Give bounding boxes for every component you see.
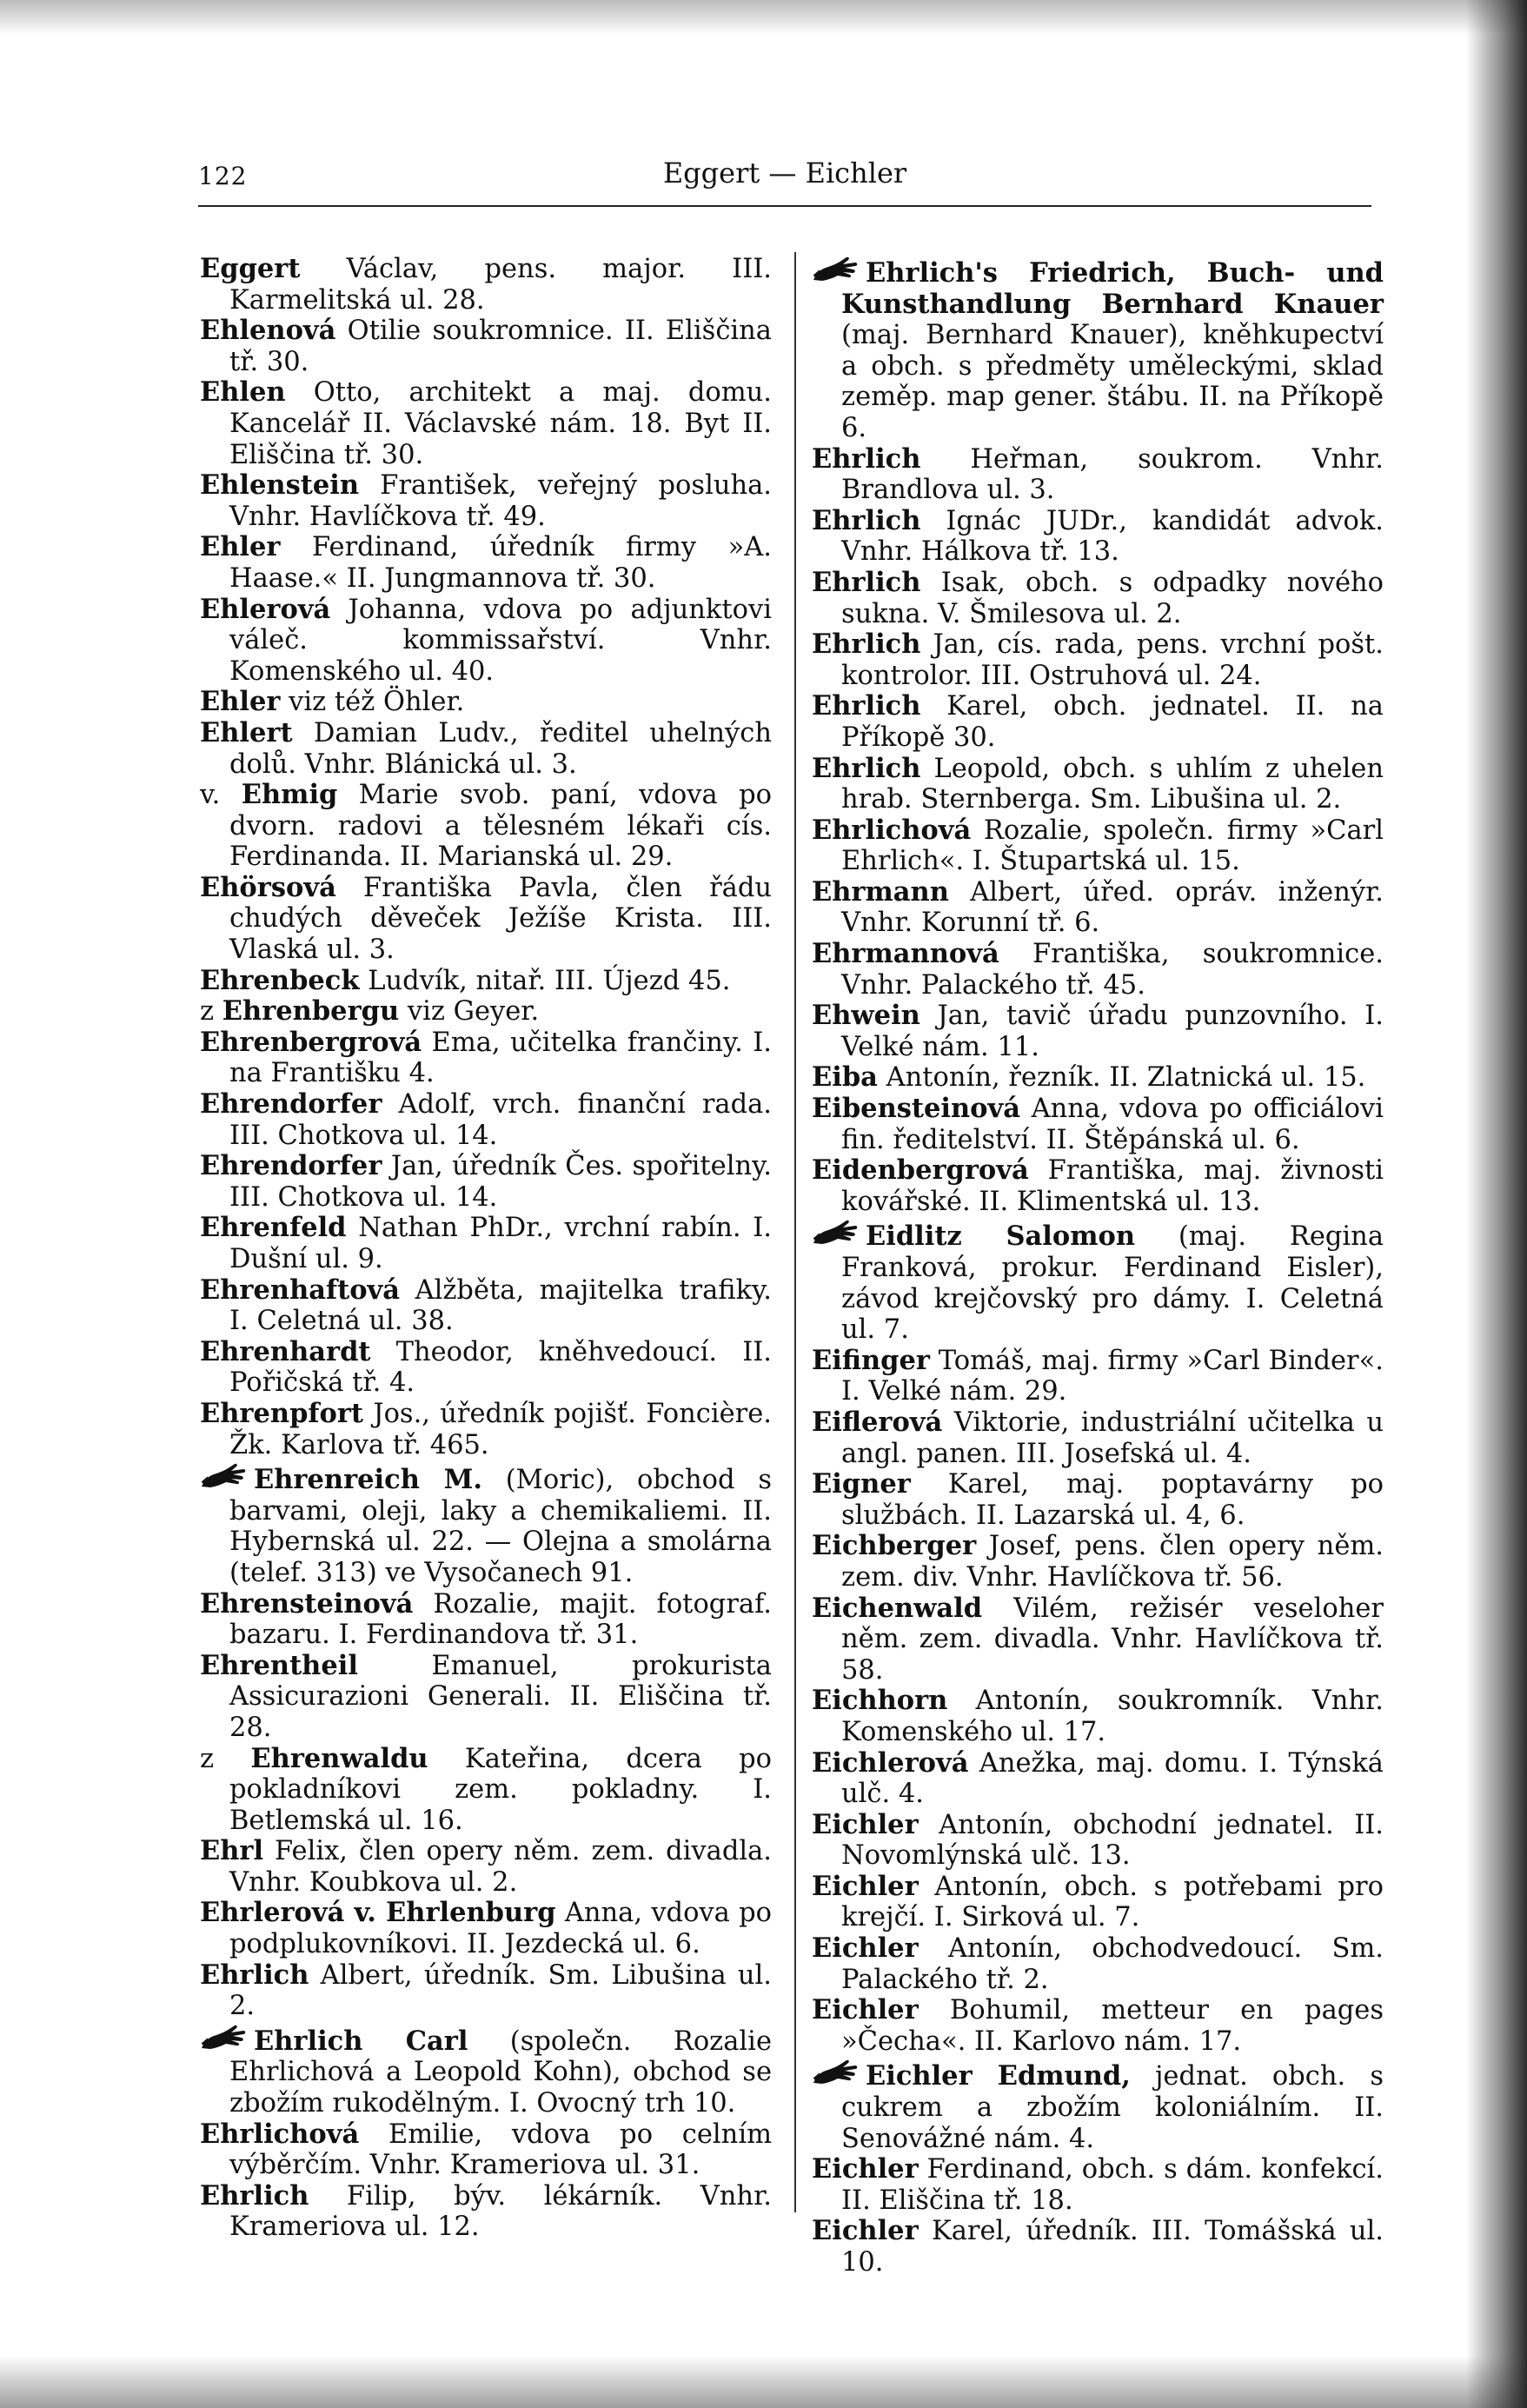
entry-name: Eichlerová [812,1746,969,1779]
entry-name: Eichenwald [812,1592,983,1624]
entry-name: Eichhorn [812,1685,948,1717]
entry-details: Antonín, obchodní jednatel. II. Novomlýnská ulč. 13. [841,1809,1384,1872]
entry-details: Viktorie, industriální učitelka u angl. panen. III. Josefská ul. 4. [841,1407,1384,1469]
entry-name: Eichler [812,2215,919,2247]
directory-entry [200,1028,772,1089]
directory-entry [200,1337,772,1399]
entry-details: Václav, pens. major. III. Karmelitská ul. 28. [229,254,772,316]
directory-entry [200,718,772,780]
entry-name: Eigner [812,1468,911,1500]
directory-entry [200,1744,772,1837]
entry-details: Františka, maj. živnosti kovářské. II. Klimentská ul. 13. [841,1155,1384,1217]
entry-details: Ignác JUDr., kandidát advok. Vnhr. Hálkova tř. 13. [841,505,1384,568]
entry-details: Emilie, vdova po celním výběrčím. Vnhr. Krameriova ul. 31. [229,2119,772,2181]
entry-details: Františka Pavla, člen řádu chudých děveček Ježíše Krista. III. Vlaská ul. 3. [229,872,772,966]
scan-top-shadow [0,0,1527,35]
entry-details: (maj. Bernhard Knauer), kněhkupectví a obch. s předměty uměleckými, sklad zeměp. map gener. štábu. II. na Příkopě 6. [841,320,1384,443]
page-header [198,156,1371,200]
entry-details: Felix, člen opery něm. zem. divadla. Vnhr. Koubkova ul. 2. [229,1836,772,1898]
directory-entry [812,1094,1384,1155]
entry-name: Eichler [812,1932,919,1965]
directory-entry [812,2216,1384,2278]
directory-entry [200,780,772,873]
entry-name: Ehrlich [200,1959,309,1991]
left-column [200,254,772,2243]
directory-entry [200,254,772,316]
pointing-hand-icon [200,1460,254,1490]
entry-details: Anežka, maj. domu. I. Týnská ulč. 4. [841,1747,1384,1810]
entry-details: Adolf, vrch. finanční rada. III. Chotkova ul. 14. [229,1089,772,1151]
entry-details: Rozalie, společn. firmy »Carl Ehrlich«. I. Štupartská ul. 15. [841,815,1384,877]
entry-details: Anna, vdova po podplukovníkovi. II. Jezdecká ul. 6. [229,1898,772,1960]
entry-name: Ehrmann [812,875,949,908]
directory-entry [812,1810,1384,1872]
entry-details: Isak, obch. s odpadky nového sukna. V. Šmilesova ul. 2. [841,567,1384,629]
entry-name: Ehrlichová [200,2118,360,2150]
entry-details: Jan, cís. rada, pens. vrchní pošt. kontrolor. III. Ostruhová ul. 24. [841,629,1384,691]
entry-name: Eichler [812,1994,919,2026]
directory-entry [200,1836,772,1898]
entry-details: Ludvík, nitař. III. Újezd 45. [359,965,731,996]
pointing-hand-icon [812,2057,866,2086]
directory-entry [200,1275,772,1337]
entry-name: Ehrenbeck [200,964,360,996]
entry-details: Heřman, soukrom. Vnhr. Brandlova ul. 3. [841,443,1384,506]
directory-entry [200,1898,772,1959]
entry-details: Jos., úředník pojišť. Foncière. Žk. Karlova tř. 465. [229,1398,772,1460]
directory-entry [200,1213,772,1274]
pointing-hand-icon [200,2022,254,2052]
entry-name: Ehmig [241,779,338,811]
entry-details: Otilie soukromnice. II. Eliščina tř. 30. [229,316,772,377]
entry-details: František, veřejný posluha. Vnhr. Havlíčkova tř. 49. [229,470,772,532]
entry-details: (maj. Regina Franková, prokur. Ferdinand Eisler), závod krejčovský pro dámy. I. Celetná ul. 7. [841,1221,1384,1346]
directory-entry [200,873,772,966]
entry-name: Eichler [812,1870,919,1902]
directory-entry [812,1062,1384,1094]
entry-name: Ehrlerová v. Ehrlenburg [200,1897,556,1929]
entry-name: Ehrlich [200,2179,309,2212]
directory-entry [812,1933,1384,1995]
entry-prefix: z [200,996,222,1028]
entry-details: Otto, architekt a maj. domu. Kancelář II. Václavské nám. 18. Byt II. Eliščina tř. 30. [229,377,772,470]
entry-details: Ema, učitelka frančiny. I. na Františku 4. [229,1027,772,1089]
directory-entry [200,532,772,594]
directory-entry [200,687,772,718]
entry-prefix: v. [200,780,242,811]
entry-details: Antonín, obch. s potřebami pro krejčí. I. Sirková ul. 7. [841,1871,1384,1933]
entry-details: Jan, tavič úřadu punzovního. I. Velké nám. 11. [841,1001,1384,1062]
entry-name: Ehrenbergrová [200,1026,422,1058]
directory-entry [200,1960,772,2022]
entry-details: Nathan PhDr., vrchní rabín. I. Dušní ul. 9. [229,1213,772,1274]
pointing-hand-icon [812,1217,866,1247]
entry-details: Ferdinand, úředník firmy »A. Haase.« II. Jungmannova tř. 30. [229,532,772,594]
entry-details: Františka, soukromnice. Vnhr. Palackého tř. 45. [841,939,1384,1001]
directory-entry [200,966,772,997]
entry-name: Ehrenfeld [200,1212,347,1244]
entry-name: Ehrenpfort [200,1397,364,1429]
entry-details: Anna, vdova po officiálovi fin. ředitelství. II. Štěpánská ul. 6. [841,1094,1384,1155]
entry-details: Alžběta, majitelka trafiky. I. Celetná ul. 38. [229,1274,772,1337]
directory-entry [200,1460,772,1588]
directory-entry [812,1155,1384,1217]
directory-entry [812,254,1384,444]
directory-entry [812,629,1384,691]
entry-name: Ehlert [200,716,293,748]
directory-entry [812,444,1384,506]
entry-name: Ehrl [200,1835,264,1867]
entry-details: Albert, úřed. opráv. inženýr. Vnhr. Korunní tř. 6. [841,876,1384,939]
directory-entry [200,1151,772,1213]
entry-name: Ehlenová [200,315,336,347]
entry-name: Eibensteinová [812,1093,1020,1125]
entry-name: Ehrlich [812,442,921,475]
entry-details: Filip, býv. lékárník. Vnhr. Krameriova ul. 12. [229,2180,772,2243]
entry-details: viz též Öhler. [280,687,465,718]
running-head: Eggert — Eichler [662,156,907,190]
entry-name: Ehlenstein [200,469,360,502]
entry-details: Marie svob. paní, vdova po dvorn. radovi a tělesném lékaři cís. Ferdinanda. II. Marianská ul. 29. [229,780,772,873]
entry-details: Tomáš, maj. firmy »Carl Binder«. I. Velké nám. 29. [841,1345,1384,1407]
entry-name: Eichler Edmund, [866,2060,1131,2092]
entry-prefix: z [200,1743,251,1774]
entry-name: Ehrenreich M. [254,1464,482,1496]
directory-entry [812,939,1384,1001]
entry-details: Antonín, obchodvedoucí. Sm. Palackého tř. 2. [841,1933,1384,1995]
directory-entry [200,2119,772,2181]
directory-entry [812,2154,1384,2216]
entry-details: Damian Ludv., ředitel uhelných dolů. Vnhr. Blánická ul. 3. [229,717,772,780]
entry-details: Albert, úředník. Sm. Libušina ul. 2. [229,1959,772,2022]
directory-entry [812,815,1384,877]
entry-name: Ehlen [200,376,286,409]
entry-details: Karel, maj. poptavárny po službách. II. Lazarská ul. 4, 6. [841,1469,1384,1531]
directory-entry [200,1589,772,1651]
entry-name: Ehrendorfer [200,1150,382,1182]
directory-entry [812,754,1384,815]
entry-name: Ehrendorfer [200,1088,382,1121]
directory-entry [812,1469,1384,1531]
directory-entry [200,2022,772,2119]
entry-name: Ehrlich [812,629,921,661]
entry-name: Eiflerová [812,1406,943,1438]
entry-name: Ehrlich [812,566,921,598]
directory-entry [812,1995,1384,2057]
entry-details: (společn. Rozalie Ehrlichová a Leopold Kohn), obchod se zbožím rukodělným. I. Ovocný trh 10. [229,2026,772,2119]
entry-details: Johanna, vdova po adjunktovi váleč. kommissařství. Vnhr. Komenského ul. 40. [229,594,772,687]
scan-bottom-shadow [0,2356,1527,2408]
directory-entry [812,1217,1384,1345]
entry-name: Ehrentheil [200,1649,358,1681]
directory-entry [200,1089,772,1151]
directory-entry [200,1399,772,1460]
directory-entry [812,691,1384,753]
entry-details: Josef, pens. člen opery něm. zem. div. Vnhr. Havlíčkova tř. 56. [841,1531,1384,1593]
entry-name: Eichberger [812,1530,977,1562]
directory-entry [812,1346,1384,1407]
entry-name: Ehrmannová [812,938,999,970]
entry-name: Eifinger [812,1344,930,1376]
entry-name: Ehrensteinová [200,1587,414,1620]
entry-name: Eidlitz Salomon [866,1221,1136,1253]
entry-name: Ehörsová [200,871,336,903]
entry-details: Jan, úředník Čes. spořitelny. III. Chotkova ul. 14. [229,1151,772,1213]
directory-entry [812,1531,1384,1593]
directory-entry [200,996,772,1028]
directory-entry [200,1651,772,1744]
directory-entry [812,2057,1384,2154]
scan-edge-shadow [1466,0,1527,2408]
entry-name: Ehler [200,686,281,718]
directory-entry [200,595,772,688]
entry-name: Ehrlich Carl [254,2025,468,2057]
entry-name: Eichler [812,2153,919,2185]
entry-details: Vilém, režisér veseloher něm. zem. divadla. Vnhr. Havlíčkova tř. 58. [841,1593,1384,1686]
header-rule [198,205,1371,207]
entry-details: Karel, úředník. III. Tomášská ul. 10. [841,2216,1384,2278]
entry-name: Eiba [812,1061,878,1094]
entry-details: Rozalie, majit. fotograf. bazaru. I. Ferdinandova tř. 31. [229,1588,772,1651]
entry-name: Ehlerová [200,593,331,625]
page-number: 122 [198,162,248,190]
entry-name: Ehrenwaldu [250,1742,428,1774]
right-column [812,254,1384,2278]
entry-name: Ehler [200,531,281,563]
directory-entry [200,377,772,470]
entry-name: Ehrlich [812,690,921,722]
entry-name: Eichler [812,1808,919,1840]
entry-name: Ehrlich [812,752,921,784]
entry-name: Ehrenhardt [200,1335,371,1367]
directory-entry [812,1686,1384,1747]
directory-entry [812,1872,1384,1933]
entry-details: Emanuel, prokurista Assicurazioni Generali. II. Eliščina tř. 28. [229,1650,772,1743]
directory-entry [812,506,1384,568]
entry-details: Antonín, soukromník. Vnhr. Komenského ul. 17. [841,1686,1384,1747]
entry-details: Ferdinand, obch. s dám. konfekcí. II. Eliščina tř. 18. [841,2154,1384,2216]
entry-name: Eggert [200,253,301,284]
directory-entry [812,1407,1384,1469]
entry-details: Kateřina, dcera po pokladníkovi zem. pokladny. I. Betlemská ul. 16. [229,1743,773,1836]
column-divider [794,252,796,2212]
directory-entry [200,316,772,377]
pointing-hand-icon [812,254,866,283]
directory-entry [200,470,772,532]
directory-entry [812,1593,1384,1686]
entry-name: Ehrenbergu [222,995,400,1028]
entry-details: Antonín, řezník. II. Zlatnická ul. 15. [877,1062,1366,1094]
directory-entry [812,1001,1384,1062]
directory-entry [812,877,1384,939]
entry-details: Bohumil, metteur en pages »Čecha«. II. Karlovo nám. 17. [841,1995,1384,2057]
entry-details: viz Geyer. [399,996,540,1028]
entry-name: Ehrlichová [812,814,972,846]
entry-name: Eidenbergrová [812,1154,1029,1187]
entry-details: Karel, obch. jednatel. II. na Příkopě 30. [841,691,1384,753]
entry-details: Theodor, kněhvedoucí. II. Pořičská tř. 4. [229,1336,772,1399]
entry-name: Ehrlich [812,504,921,536]
entry-details: (Moric), obchod s barvami, oleji, laky a chemikaliemi. II. Hybernská ul. 22. — Olejna a smolárna (telef. 313) ve Vysočanech 91. [229,1465,772,1588]
entry-details: jednat. obch. s cukrem a zbožím koloniálním. II. Senovážné nám. 4. [841,2061,1384,2154]
directory-entry [812,568,1384,629]
entry-name: Ehrlich's Friedrich, Buch- und Kunsthandlung Bernhard Knauer [841,257,1384,320]
entry-details: Leopold, obch. s uhlím z uhelen hrab. Sternberga. Sm. Libušina ul. 2. [841,753,1384,815]
directory-entry [812,1748,1384,1810]
entry-name: Ehwein [812,1000,920,1032]
entry-name: Ehrenhaftová [200,1274,401,1306]
directory-entry [200,2181,772,2243]
